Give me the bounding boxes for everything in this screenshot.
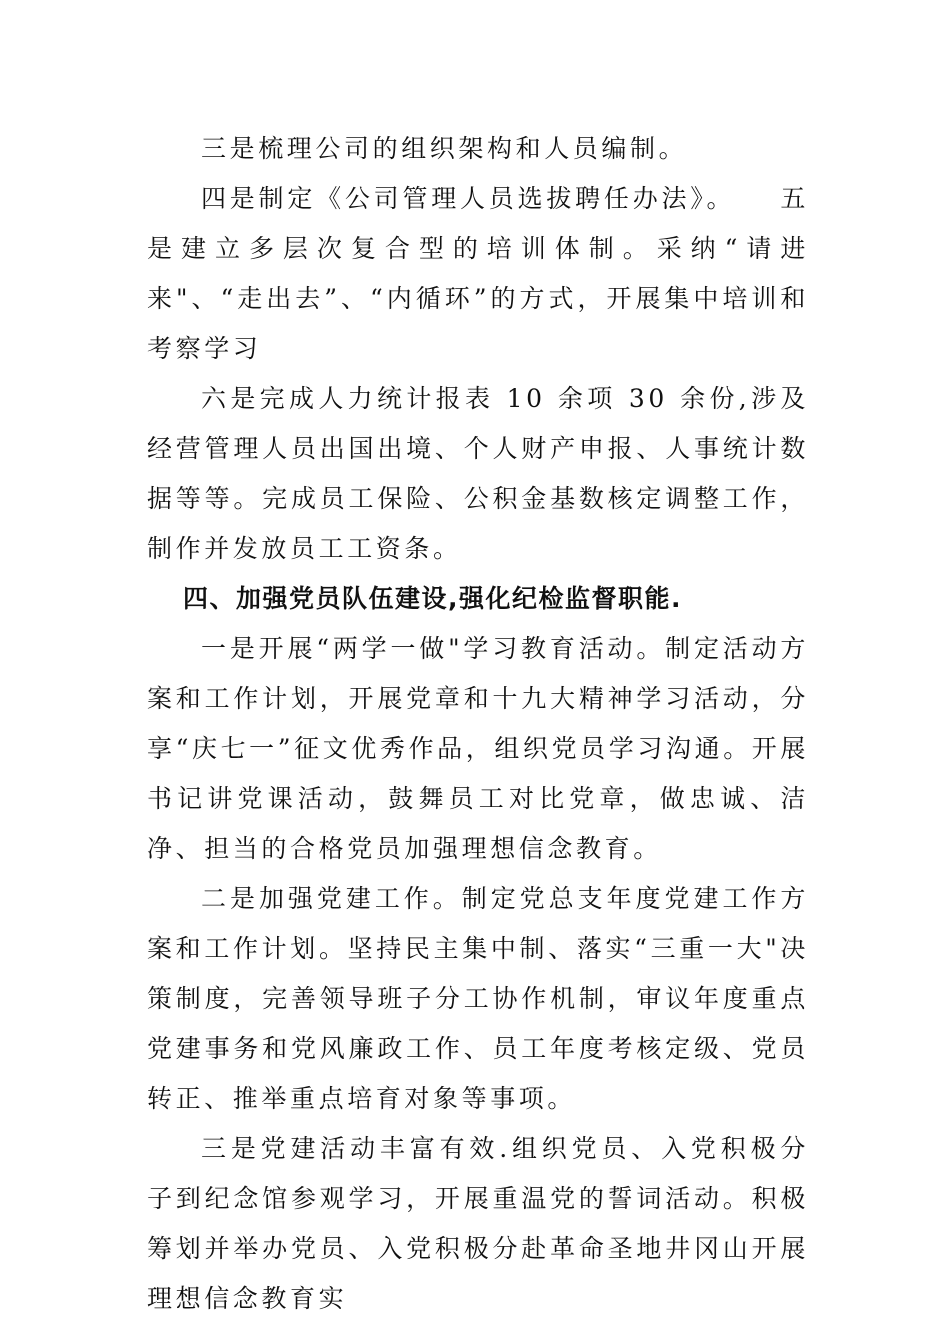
paragraph-study-activity: 一是开展“两学一做"学习教育活动。制定活动方案和工作计划，开展党章和十九大精神学习活动，分享“庆七一”征文优秀作品，组织党员学习沟通。开展书记讲党课活动，鼓舞员工对比党章，做忠诚、洁净、担当的合格党员加强理想信念教育。 xyxy=(147,634,809,863)
document-body xyxy=(147,124,809,1324)
paragraph-hr-statistics: 六是完成人力统计报表 10 余项 30 余份,涉及经营管理人员出国出境、个人财产申报、人事统计数据等等。完成员工保险、公积金基数核定调整工作，制作并发放员工工资条。 xyxy=(147,384,809,563)
paragraph-selection-and-training: 四是制定《公司管理人员选拔聘任办法》。 五是建立多层次复合型的培训体制。采纳“请进来"、“走出去”、“内循环”的方式，开展集中培训和考察学习 xyxy=(147,184,809,363)
paragraph-org-structure: 三是梳理公司的组织架构和人员编制。 xyxy=(201,134,688,163)
section-heading: 四、加强党员队伍建设,强化纪检监督职能. xyxy=(183,584,682,613)
paragraph-party-activities: 三是党建活动丰富有效.组织党员、入党积极分子到纪念馆参观学习，开展重温党的誓词活动。积极筹划并举办党员、入党积极分赴革命圣地井冈山开展理想信念教育实 xyxy=(147,1134,809,1313)
paragraph-party-building: 二是加强党建工作。制定党总支年度党建工作方案和工作计划。坚持民主集中制、落实“三重一大"决策制度，完善领导班子分工协作机制，审议年度重点党建事务和党风廉政工作、员工年度考核定级、党员转正、推举重点培育对象等事项。 xyxy=(147,884,809,1113)
